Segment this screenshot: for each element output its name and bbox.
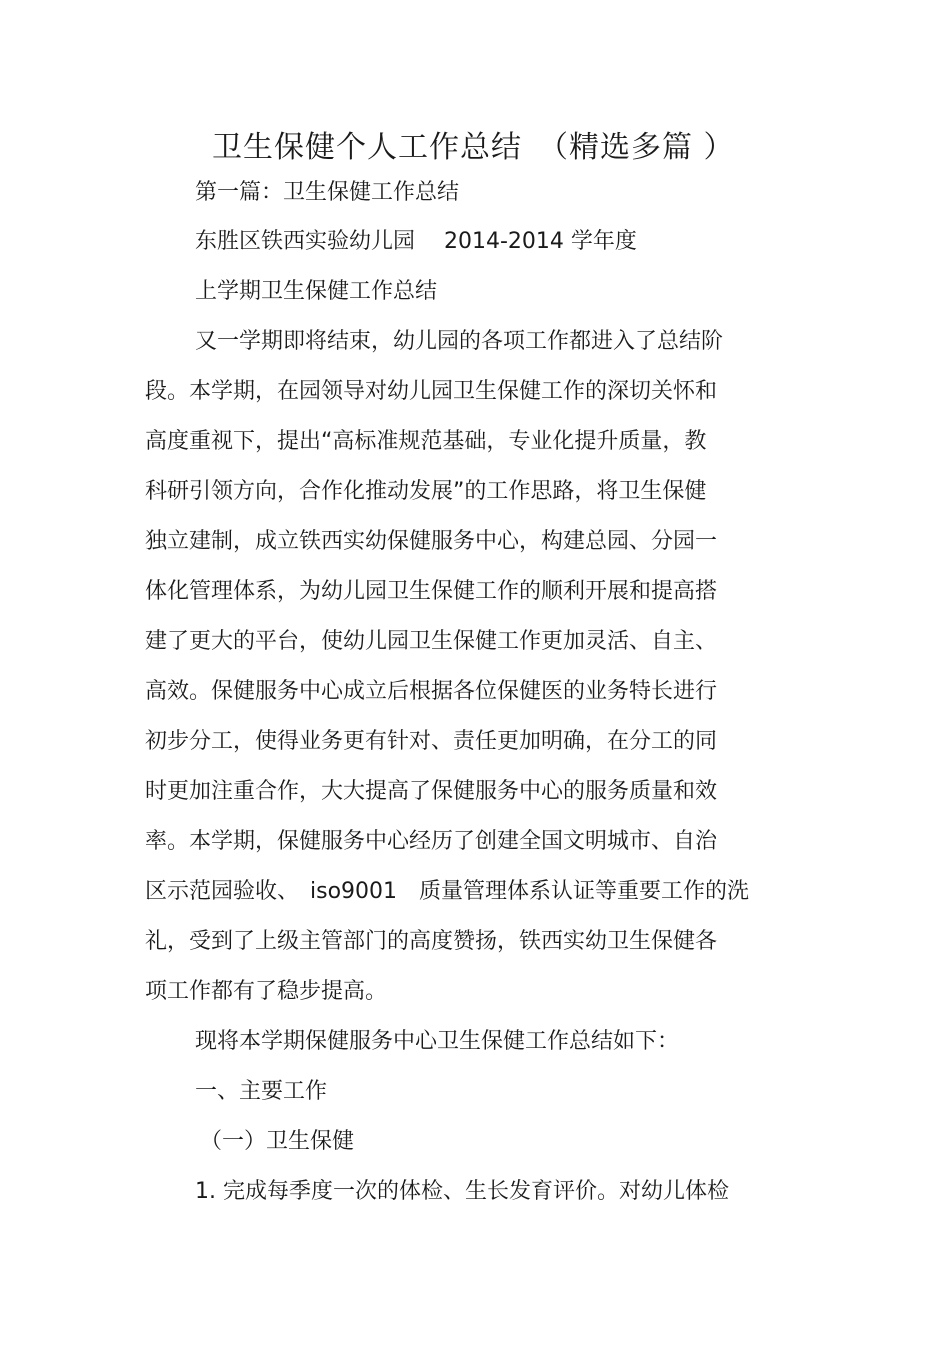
subsection-heading: （一）卫生保健 [200, 1129, 355, 1154]
paragraph-line: 区示范园验收、 iso9001 质量管理体系认证等重要工作的洗 [145, 879, 750, 904]
paragraph-line: 项工作都有了稳步提高。 [145, 979, 388, 1004]
paragraph-line: 初步分工，使得业务更有针对、责任更加明确，在分工的同 [145, 729, 718, 754]
paragraph-line: 科研引领方向，合作化推动发展”的工作思路，将卫生保健 [145, 479, 707, 504]
section-heading-main-work: 一、主要工作 [195, 1079, 328, 1104]
paragraph-line: 段。本学期，在园领导对幼儿园卫生保健工作的深切关怀和 [145, 379, 718, 404]
paragraph-line: 率。本学期，保健服务中心经历了创建全国文明城市、自治 [145, 829, 718, 854]
summary-intro: 现将本学期保健服务中心卫生保健工作总结如下： [195, 1029, 680, 1054]
paragraph-line: 体化管理体系，为幼儿园卫生保健工作的顺利开展和提高搭 [145, 579, 718, 604]
school-line: 东胜区铁西实验幼儿园 2014-2014 学年度 [195, 229, 637, 254]
paragraph-line: 建了更大的平台，使幼儿园卫生保健工作更加灵活、自主、 [145, 629, 718, 654]
list-item: 1. 完成每季度一次的体检、生长发育评价。对幼儿体检 [195, 1179, 729, 1204]
paragraph-line: 高效。保健服务中心成立后根据各位保健医的业务特长进行 [145, 679, 718, 704]
paragraph-line: 高度重视下，提出“高标准规范基础，专业化提升质量，教 [145, 429, 707, 454]
section-heading: 第一篇：卫生保健工作总结 [195, 180, 460, 205]
document-title: 卫生保健个人工作总结 （精选多篇 ） [212, 130, 735, 165]
paragraph-line: 时更加注重合作，大大提高了保健服务中心的服务质量和效 [145, 779, 718, 804]
paragraph-line: 独立建制，成立铁西实幼保健服务中心，构建总园、分园一 [145, 529, 718, 554]
paragraph-line: 礼，受到了上级主管部门的高度赞扬，铁西实幼卫生保健各 [145, 929, 718, 954]
paragraph-line: 又一学期即将结束，幼儿园的各项工作都进入了总结阶 [195, 329, 724, 354]
subtitle-line: 上学期卫生保健工作总结 [195, 279, 438, 304]
